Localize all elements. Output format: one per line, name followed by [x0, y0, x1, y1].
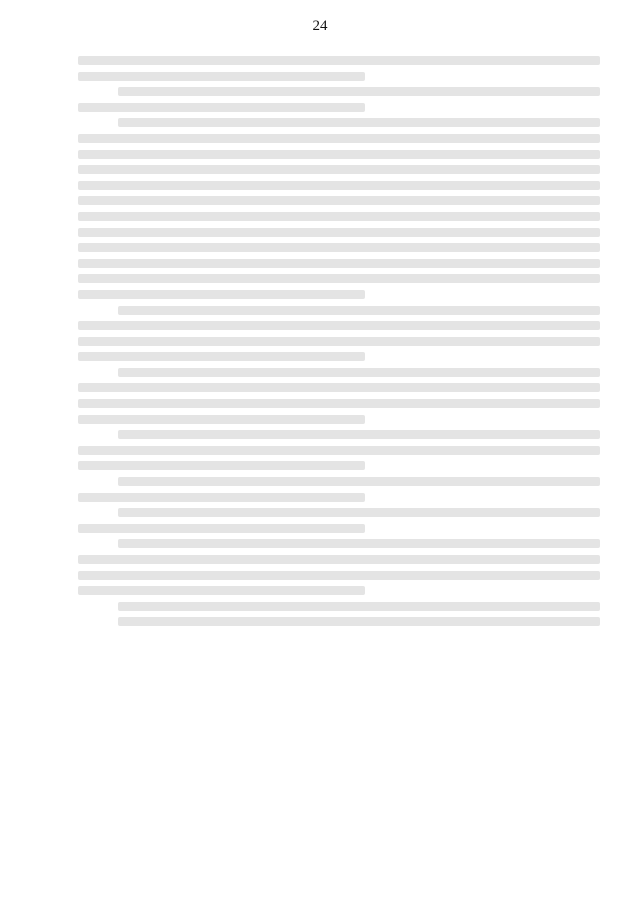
text-line [78, 399, 600, 408]
body-text [78, 50, 600, 633]
paragraph-p8 [78, 508, 600, 533]
text-line [78, 181, 600, 190]
text-line [78, 134, 600, 143]
text-line [78, 212, 600, 221]
text-line [78, 524, 365, 533]
text-line [118, 368, 600, 377]
text-line [118, 617, 600, 626]
text-line [78, 446, 600, 455]
page-number: 24 [312, 18, 328, 34]
text-line [78, 196, 600, 205]
text-line [78, 56, 600, 65]
text-line [118, 602, 600, 611]
paragraph-p7 [78, 477, 600, 502]
text-line [78, 337, 600, 346]
text-line [78, 415, 365, 424]
text-line [78, 586, 365, 595]
text-line [78, 228, 600, 237]
paragraph-p1 [78, 56, 600, 81]
text-line [118, 477, 600, 486]
text-line [78, 352, 365, 361]
text-line [78, 461, 365, 470]
paragraph-p10 [78, 602, 600, 611]
text-line [78, 72, 365, 81]
text-line [118, 118, 600, 127]
paragraph-p5 [78, 368, 600, 424]
text-line [78, 165, 600, 174]
text-line [118, 539, 600, 548]
text-line [78, 290, 365, 299]
text-line [118, 306, 600, 315]
paragraph-p2 [78, 87, 600, 112]
text-line [118, 430, 600, 439]
paragraph-p3 [78, 118, 600, 299]
text-line [78, 243, 600, 252]
paragraph-p6 [78, 430, 600, 470]
text-line [78, 383, 600, 392]
text-line [78, 274, 600, 283]
text-line [78, 321, 600, 330]
text-line [118, 87, 600, 96]
text-line [78, 493, 365, 502]
text-line [78, 103, 365, 112]
text-line [78, 259, 600, 268]
paragraph-p4 [78, 306, 600, 362]
text-line [78, 555, 600, 564]
text-line [78, 150, 600, 159]
text-line [118, 508, 600, 517]
paragraph-p11 [78, 617, 600, 626]
paragraph-p9 [78, 539, 600, 595]
text-line [78, 571, 600, 580]
